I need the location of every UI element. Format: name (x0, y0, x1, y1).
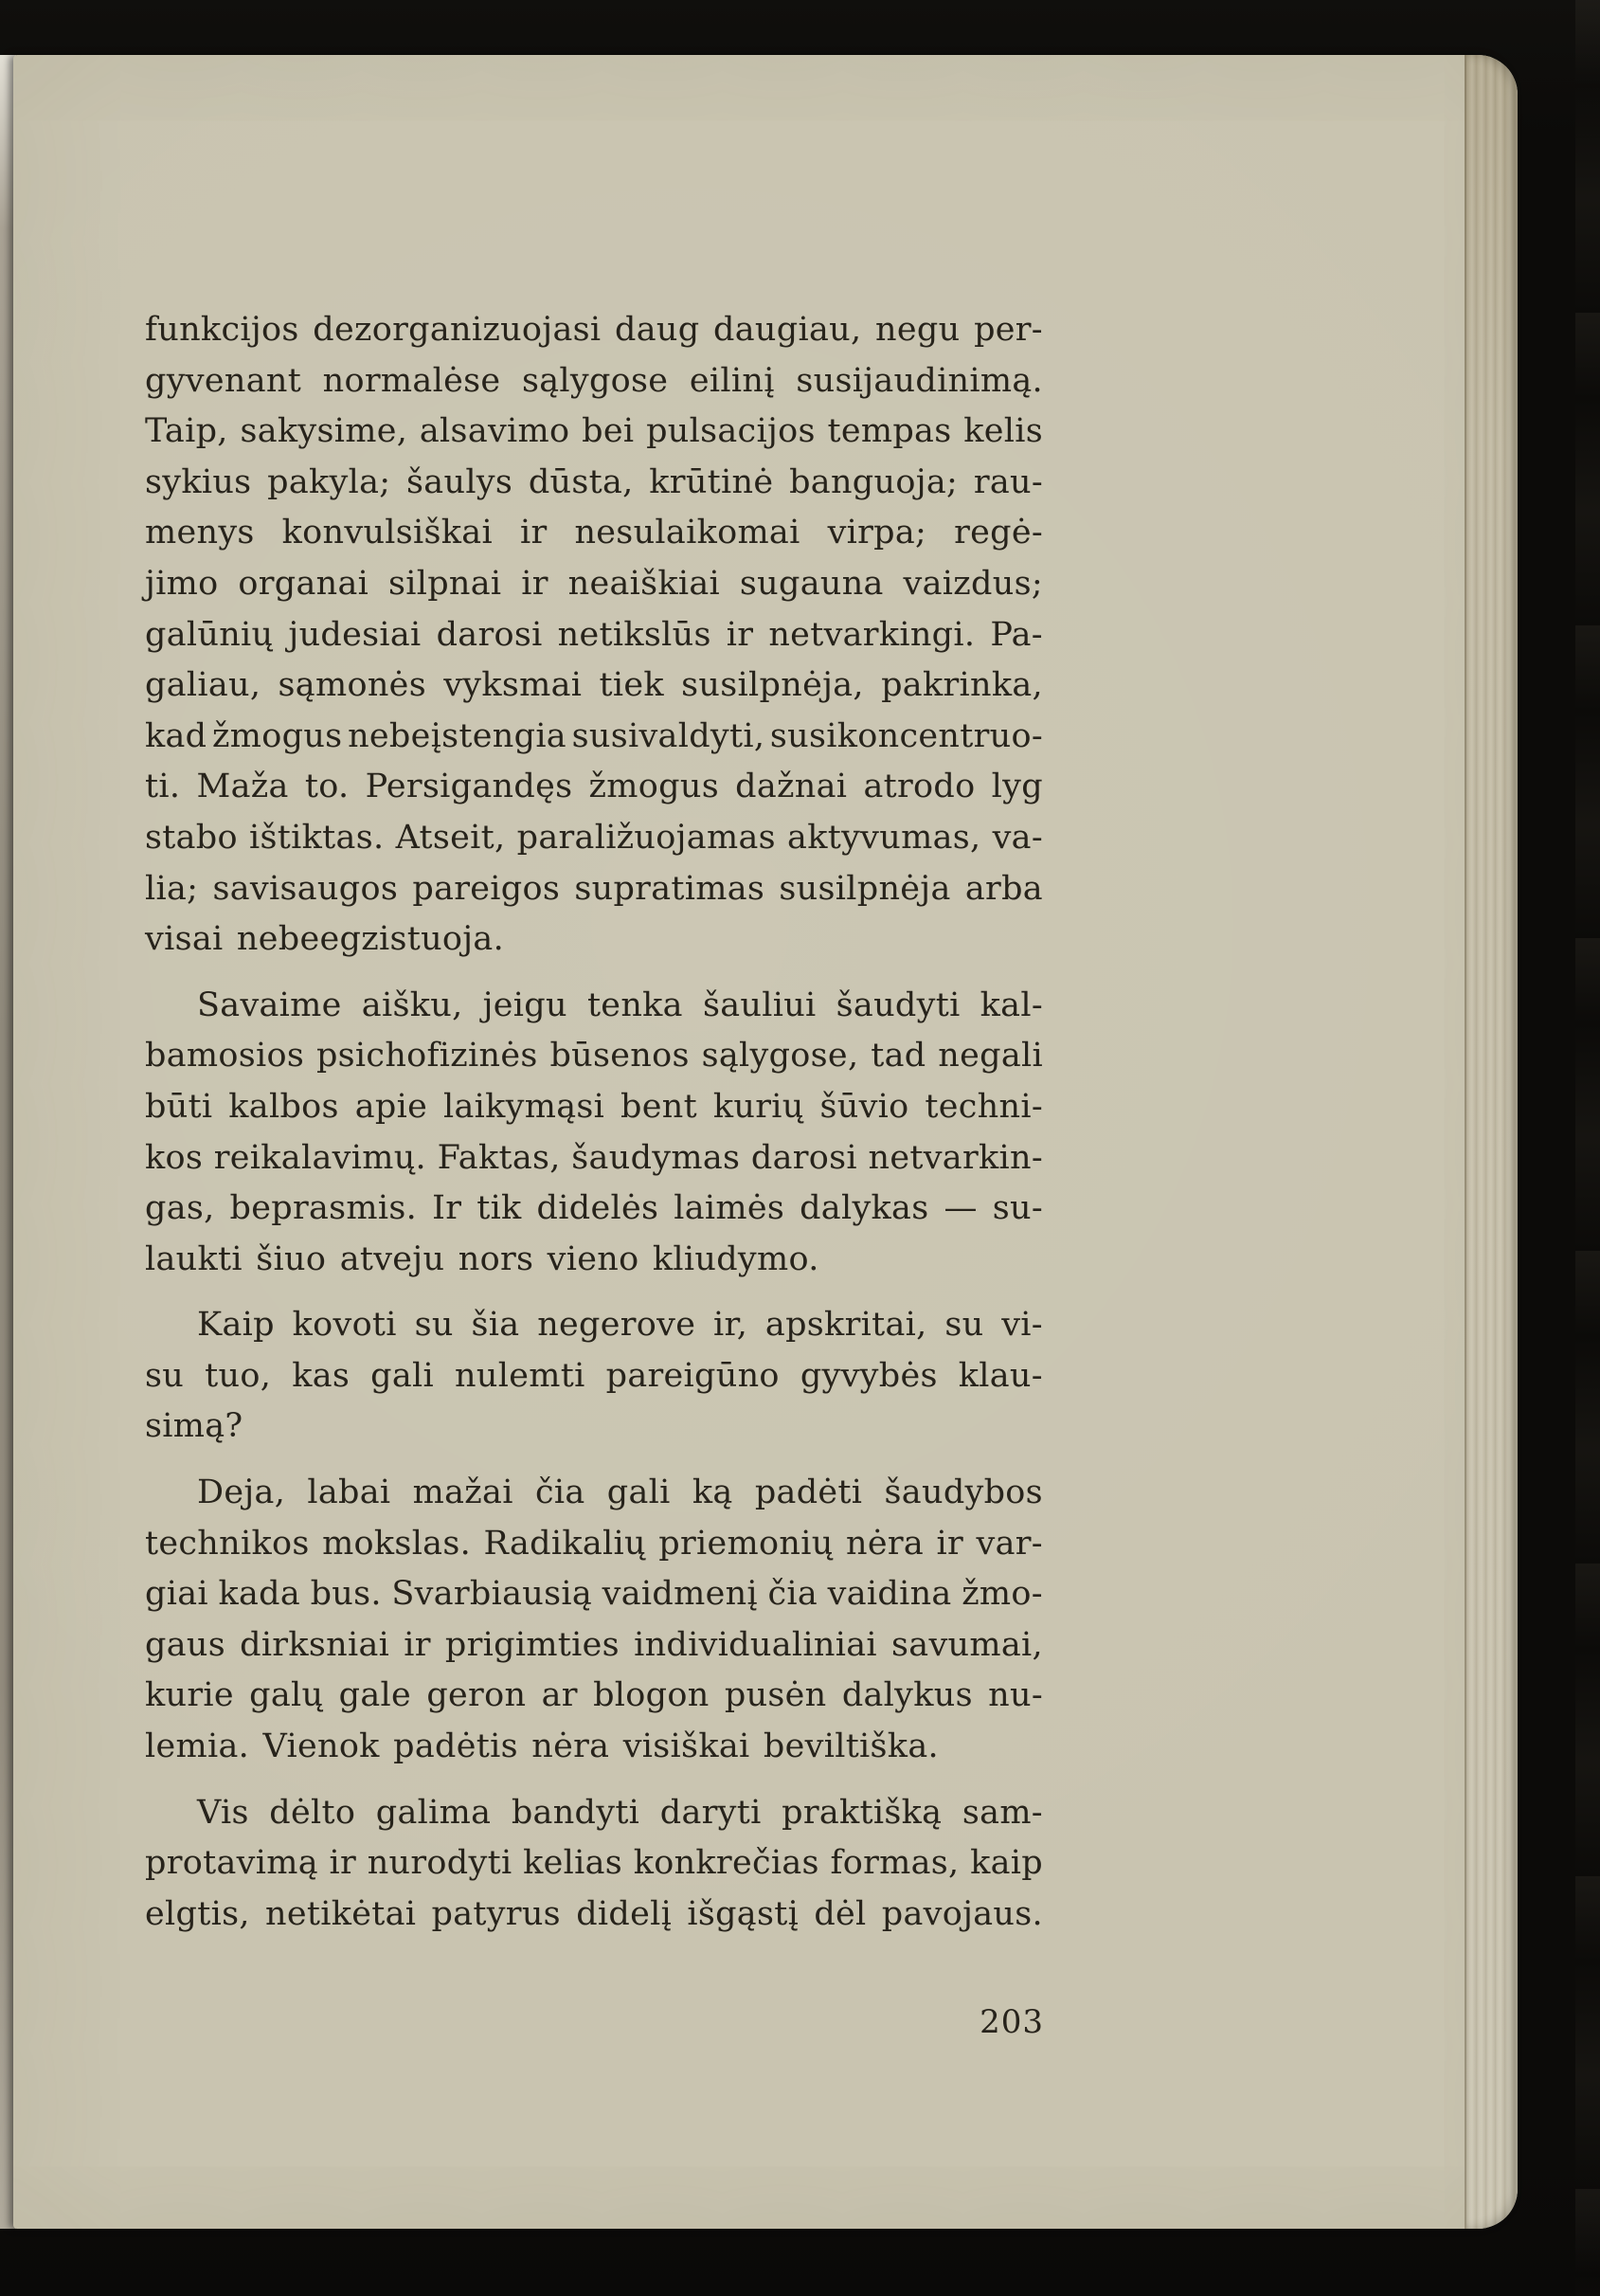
word: ir (404, 1625, 431, 1664)
word: kalbos (228, 1087, 339, 1126)
word: Deja, (197, 1473, 286, 1512)
word: Pa- (990, 615, 1043, 654)
word: susikoncentruo- (769, 716, 1043, 755)
word: sugauna (739, 564, 884, 603)
word: sakysime, (240, 412, 408, 451)
word: dalykas (800, 1189, 929, 1228)
word: tuo, (205, 1356, 272, 1395)
text-line (145, 1788, 1043, 1839)
word: bamosios (145, 1037, 305, 1076)
word: daug (615, 311, 700, 349)
text-line: lemia. Vienok padėtis nėra visiškai beviltiška. (145, 1727, 939, 1766)
word: silpnai (387, 564, 502, 603)
word: Radikalių (483, 1524, 646, 1563)
word: tempas (827, 412, 952, 451)
word: ką (692, 1473, 733, 1512)
word: kad (145, 716, 207, 755)
text-line (145, 1519, 1043, 1570)
word: čia (534, 1473, 585, 1512)
word: menys (145, 514, 255, 552)
word: savisaugos (212, 869, 399, 908)
word: krūtinė (649, 462, 774, 501)
word: ti. (145, 768, 181, 806)
word: tik (476, 1189, 522, 1228)
text-line (145, 407, 1043, 458)
word: prigimties (444, 1625, 620, 1664)
word: techni- (925, 1087, 1043, 1126)
word: bus. (310, 1575, 382, 1614)
text-line (145, 458, 1043, 509)
word: priemonių (658, 1524, 834, 1563)
word: kelias (523, 1844, 623, 1883)
word: nėra (846, 1524, 925, 1563)
word: stabo (145, 818, 238, 857)
word: galiau, (145, 666, 261, 705)
text-line (145, 981, 1043, 1032)
word: jeigu (482, 985, 567, 1024)
word: negerove (537, 1306, 696, 1345)
word: to. (304, 768, 350, 806)
word: sąlygose (521, 361, 669, 400)
word: Ir (432, 1189, 462, 1228)
word: darosi (750, 1138, 857, 1177)
word: konkrečias (633, 1844, 819, 1883)
word: ir (519, 514, 548, 552)
word: mokslas. (322, 1524, 472, 1563)
word: bent (620, 1087, 697, 1126)
word: kurių (712, 1087, 804, 1126)
word: beprasmis. (229, 1189, 418, 1228)
word: organai (238, 564, 369, 603)
word: arba (964, 869, 1043, 908)
word: var- (976, 1524, 1043, 1563)
word: šia (471, 1306, 520, 1345)
word: susijaudinimą. (796, 361, 1043, 400)
word: kal- (980, 985, 1043, 1024)
word: pulsacijos (646, 412, 816, 451)
word: mažai (412, 1473, 513, 1512)
word: čia (767, 1575, 818, 1614)
word: dirksniai (240, 1625, 390, 1664)
word: blogon (593, 1676, 710, 1715)
word: dūsta, (528, 462, 634, 501)
word: psichofizinės (315, 1037, 538, 1076)
word: patyrus (431, 1894, 561, 1933)
word: Maža (196, 768, 289, 806)
word: nulemti (455, 1356, 585, 1395)
word: šūvio (819, 1087, 909, 1126)
word: pavojaus. (881, 1894, 1043, 1933)
word: pusėn (724, 1676, 827, 1715)
text-line (145, 1031, 1043, 1082)
scan-edge-artifact (1575, 0, 1600, 2296)
word: pakrinka, (881, 666, 1043, 705)
text-line (145, 660, 1043, 712)
word: funkcijos (145, 311, 299, 349)
word: Vis (197, 1793, 249, 1832)
word: gali (606, 1473, 671, 1512)
word: klau- (958, 1356, 1043, 1395)
word: Persigandęs (365, 768, 573, 806)
word: dėlto (269, 1793, 356, 1832)
word: apskritai, (764, 1306, 927, 1345)
word: ir (726, 615, 754, 654)
word: Savaime (197, 985, 342, 1024)
word: vaidina (827, 1575, 952, 1614)
word: eilinį (689, 361, 775, 400)
word: paraližuojamas (516, 818, 776, 857)
word: su (145, 1356, 185, 1395)
book-page (13, 55, 1518, 2229)
text-line (145, 1838, 1043, 1889)
word: ir (521, 564, 548, 603)
word: nurodyti (367, 1844, 512, 1883)
word: šauliui (702, 985, 817, 1024)
word: neaiškiai (567, 564, 721, 603)
word: geron (426, 1676, 527, 1715)
word: laimės (674, 1189, 785, 1228)
text-line: simą? (145, 1407, 243, 1446)
word: gale (338, 1676, 412, 1715)
word: konvulsiškai (281, 514, 493, 552)
word: darosi (436, 615, 543, 654)
word: pareigos (412, 869, 561, 908)
word: regė- (954, 514, 1043, 552)
word: savumai, (891, 1625, 1043, 1664)
word: nu- (988, 1676, 1043, 1715)
text-line (145, 712, 1043, 763)
text-line (145, 559, 1043, 610)
word: susilpnėja (779, 869, 951, 908)
word: tad (871, 1037, 926, 1076)
word: alsavimo (419, 412, 570, 451)
word: lia; (145, 869, 199, 908)
word: kovoti (292, 1306, 397, 1345)
word: vi- (1001, 1306, 1043, 1345)
word: tenka (586, 985, 683, 1024)
word: per- (974, 311, 1043, 349)
text-line (145, 813, 1043, 864)
text-line (145, 1468, 1043, 1519)
text-line: visai nebeegzistuoja. (145, 920, 505, 959)
page-number: 203 (980, 2003, 1044, 2041)
word: banguoja; (789, 462, 959, 501)
text-line (145, 1082, 1043, 1133)
word: lyg (991, 768, 1043, 806)
paragraph (145, 1300, 1043, 1453)
word: gas, (145, 1189, 215, 1228)
word: sam- (962, 1793, 1043, 1832)
word: elgtis, (145, 1894, 250, 1933)
word: jimo (145, 564, 219, 603)
text-line (145, 610, 1043, 661)
word: būsenos (549, 1037, 690, 1076)
word: žmogus (212, 716, 343, 755)
text-line (145, 508, 1043, 559)
word: Faktas, (437, 1138, 561, 1177)
paragraph (145, 981, 1043, 1286)
word: ir (936, 1524, 964, 1563)
word: pareigūno (605, 1356, 780, 1395)
word: gyvybės (800, 1356, 938, 1395)
word: laikymąsi (442, 1087, 605, 1126)
word: apie (354, 1087, 428, 1126)
page-text (145, 305, 1043, 1940)
text-line (145, 1671, 1043, 1722)
word: protavimą (145, 1844, 318, 1883)
word: sykius (145, 462, 252, 501)
word: šaudymas (571, 1138, 741, 1177)
word: dalykus (841, 1676, 973, 1715)
word: judesiai (288, 615, 422, 654)
word: būti (145, 1087, 213, 1126)
word: galima (375, 1793, 492, 1832)
text-line (145, 1569, 1043, 1620)
word: išgąstį (687, 1894, 800, 1933)
word: Atseit, (395, 818, 506, 857)
word: nebeįstengia (348, 716, 566, 755)
word: kada (218, 1575, 300, 1614)
word: dėl (814, 1894, 867, 1933)
word: didelį (576, 1894, 673, 1933)
word: tiek (599, 666, 664, 705)
word: negali (938, 1037, 1043, 1076)
word: gaus (145, 1625, 225, 1664)
text-line (145, 356, 1043, 407)
word: šaulys (406, 462, 513, 501)
word: pakyla; (267, 462, 391, 501)
word: kelis (963, 412, 1043, 451)
page-fore-edge (1465, 55, 1518, 2229)
word: rau- (973, 462, 1043, 501)
paragraph (145, 1468, 1043, 1773)
word: daugiau, (713, 311, 862, 349)
word: sąmonės (278, 666, 426, 705)
word: Kaip (197, 1306, 275, 1345)
word: dažnai (735, 768, 848, 806)
word: praktišką (782, 1793, 943, 1832)
word: padėti (754, 1473, 863, 1512)
word: dezorganizuojasi (313, 311, 602, 349)
text-line (145, 305, 1043, 356)
word: galūnių (145, 615, 274, 654)
word: su (944, 1306, 984, 1345)
word: žmo- (962, 1575, 1043, 1614)
word: ir, (713, 1306, 748, 1345)
word: atrodo (863, 768, 976, 806)
word: individualiniai (634, 1625, 877, 1664)
word: šaudyti (836, 985, 961, 1024)
word: va- (992, 818, 1043, 857)
word: technikos (145, 1524, 310, 1563)
word: ištiktas. (249, 818, 385, 857)
word: žmogus (588, 768, 719, 806)
word: netikėtai (265, 1894, 417, 1933)
paragraph (145, 1788, 1043, 1941)
word: kos (145, 1138, 204, 1177)
word: daryti (659, 1793, 762, 1832)
paragraph (145, 305, 1043, 966)
word: gyvenant (145, 361, 302, 400)
text-line (145, 1300, 1043, 1351)
word: bei (582, 412, 635, 451)
word: sąlygose, (701, 1037, 859, 1076)
word: reikalavimų. (213, 1138, 426, 1177)
word: supratimas (574, 869, 765, 908)
text-line (145, 1184, 1043, 1235)
text-line (145, 1351, 1043, 1402)
word: su (414, 1306, 454, 1345)
word: netikslūs (557, 615, 711, 654)
text-line (145, 864, 1043, 915)
word: normalėse (322, 361, 501, 400)
word: nesulaikomai (574, 514, 800, 552)
text-line (145, 1889, 1043, 1941)
word: netvarkingi. (768, 615, 976, 654)
word: aktyvumas, (787, 818, 981, 857)
word: aišku, (361, 985, 463, 1024)
text-line (145, 1133, 1043, 1184)
word: giai (145, 1575, 208, 1614)
word: Taip, (145, 412, 228, 451)
word: labai (307, 1473, 391, 1512)
word: kaip (970, 1844, 1043, 1883)
word: virpa; (827, 514, 927, 552)
word: didelės (536, 1189, 659, 1228)
word: — (944, 1189, 978, 1228)
word: formas, (830, 1844, 960, 1883)
word: gali (370, 1356, 435, 1395)
word: vaidmenį (602, 1575, 758, 1614)
word: ir (329, 1844, 357, 1883)
word: negu (875, 311, 961, 349)
word: kurie (145, 1676, 234, 1715)
text-line (145, 762, 1043, 813)
word: kas (292, 1356, 351, 1395)
word: galų (249, 1676, 324, 1715)
word: susilpnėja, (681, 666, 864, 705)
word: ar (541, 1676, 578, 1715)
word: susivaldyti, (571, 716, 765, 755)
text-line: laukti šiuo atveju nors vieno kliudymo. (145, 1239, 819, 1278)
word: vyksmai (443, 666, 583, 705)
word: su- (992, 1189, 1043, 1228)
word: Svarbiausią (391, 1575, 593, 1614)
word: vaizdus; (903, 564, 1043, 603)
text-line (145, 1620, 1043, 1672)
word: netvarkin- (868, 1138, 1043, 1177)
word: bandyti (511, 1793, 640, 1832)
word: šaudybos (884, 1473, 1043, 1512)
